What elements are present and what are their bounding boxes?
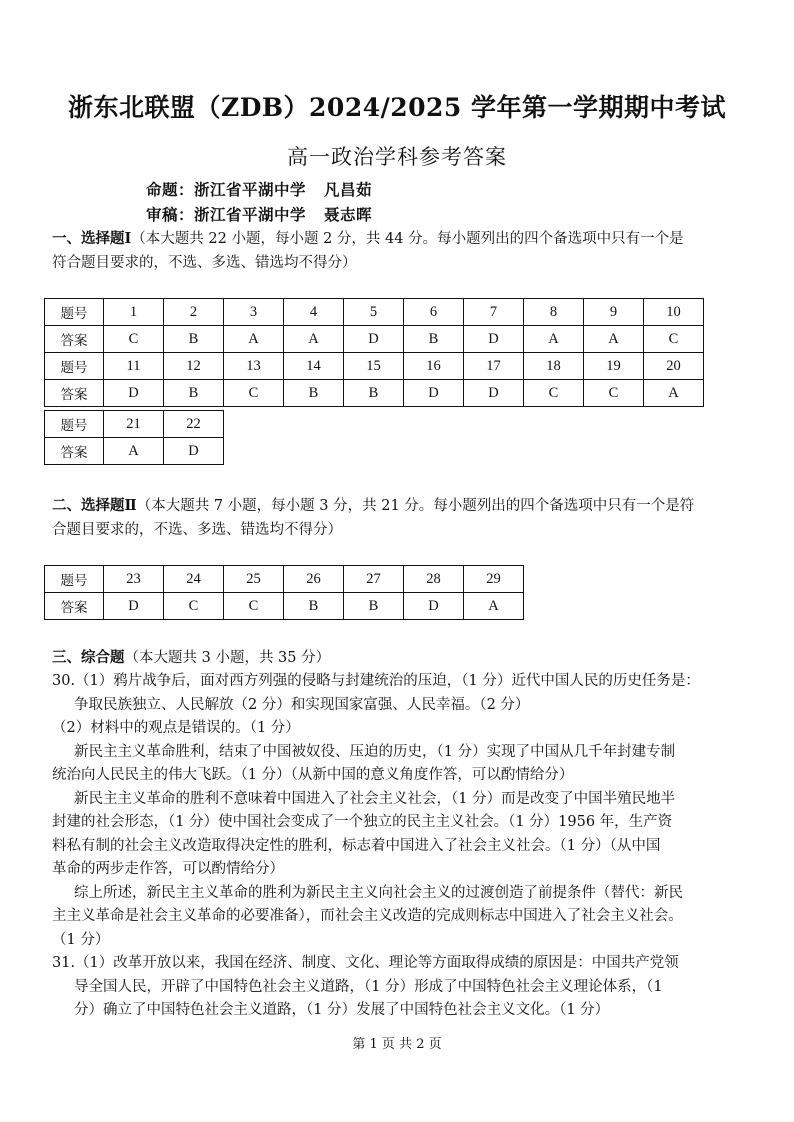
answer-line: 分）确立了中国特色社会主义道路，（1 分）发展了中国特色社会主义文化。（1 分） bbox=[74, 1002, 610, 1018]
section2-instructions: （本大题共 7 小题，每小题 3 分，共 21 分。每小题列出的四个备选项中只有一个是符 bbox=[136, 498, 695, 514]
table-row bbox=[45, 299, 704, 326]
row-label-question: 题号 bbox=[45, 566, 104, 593]
answer-line: 导全国人民，开辟了中国特色社会主义道路，（1 分）形成了中国特色社会主义理论体系，（1 bbox=[74, 978, 663, 995]
section3-title: 三、综合题 bbox=[52, 649, 125, 666]
question-number: 22 bbox=[164, 411, 224, 438]
section2-heading bbox=[52, 494, 752, 542]
question-number: 7 bbox=[464, 299, 524, 326]
section2-instructions-cont: 合题目要求的，不选、多选、错选均不得分） bbox=[52, 521, 342, 538]
answer-cell: D bbox=[464, 326, 524, 353]
answer-line: 综上所述，新民主主义革命的胜利为新民主主义向社会主义的过渡创造了前提条件（替代：新民 bbox=[74, 884, 683, 901]
question-number: 10 bbox=[644, 299, 704, 326]
question-number: 16 bbox=[404, 353, 464, 380]
page-footer: 第 1 页 共 2 页 bbox=[352, 1037, 442, 1052]
answer-line: 31.（1）改革开放以来，我国在经济、制度、文化、理论等方面取得成绩的原因是：中国共产党领 bbox=[52, 955, 679, 971]
section3-heading bbox=[52, 646, 752, 671]
answer-cell: A bbox=[524, 326, 584, 353]
section2-answer-table bbox=[44, 565, 524, 620]
row-label-answer: 答案 bbox=[45, 438, 104, 465]
answer-cell: B bbox=[344, 593, 404, 620]
answer-line: 封建的社会形态，（1 分）使中国社会变成了一个独立的民主主义社会。（1 分）1956 年，生产资 bbox=[52, 814, 673, 830]
answer-cell: B bbox=[404, 326, 464, 353]
question-number: 4 bbox=[284, 299, 344, 326]
answer-cell: A bbox=[644, 380, 704, 407]
answer-line: 革命的两步走作答，可以酌情给分） bbox=[52, 861, 284, 877]
table-row bbox=[45, 326, 704, 353]
question-number: 14 bbox=[284, 353, 344, 380]
section1-answer-table-tail bbox=[44, 410, 224, 465]
author-line bbox=[146, 178, 372, 200]
table-row bbox=[45, 353, 704, 380]
reviewer-label: 审稿：浙江省平湖中学 bbox=[146, 205, 307, 224]
answer-cell: B bbox=[164, 326, 224, 353]
answer-line: （2）材料中的观点是错误的。（1 分） bbox=[52, 720, 300, 736]
reviewer-line bbox=[146, 203, 372, 225]
question-number: 17 bbox=[464, 353, 524, 380]
table-row bbox=[45, 593, 524, 620]
answer-cell: B bbox=[164, 380, 224, 407]
question-number: 23 bbox=[104, 566, 164, 593]
row-label-question: 题号 bbox=[45, 353, 104, 380]
answer-cell: D bbox=[404, 593, 464, 620]
reviewer-name: 聂志晖 bbox=[324, 205, 373, 224]
answer-cell: C bbox=[104, 326, 164, 353]
question-number: 8 bbox=[524, 299, 584, 326]
answer-cell: D bbox=[104, 380, 164, 407]
question-number: 24 bbox=[164, 566, 224, 593]
document-title: 浙东北联盟（ZDB）2024/2025 学年第一学期期中考试 bbox=[67, 93, 727, 122]
answer-cell: A bbox=[464, 593, 524, 620]
answer-cell: B bbox=[344, 380, 404, 407]
question-number: 12 bbox=[164, 353, 224, 380]
question-number: 5 bbox=[344, 299, 404, 326]
section1-instructions-cont: 符合题目要求的，不选、多选、错选均不得分） bbox=[52, 254, 357, 271]
author-label: 命题：浙江省平湖中学 bbox=[146, 180, 307, 199]
row-label-answer: 答案 bbox=[45, 593, 104, 620]
document-subtitle: 高一政治学科参考答案 bbox=[287, 145, 507, 169]
answer-cell: D bbox=[464, 380, 524, 407]
section3-body bbox=[52, 670, 700, 1023]
answer-cell: D bbox=[164, 438, 224, 465]
question-number: 20 bbox=[644, 353, 704, 380]
section1-instructions: （本大题共 22 小题，每小题 2 分，共 44 分。每小题列出的四个备选项中只有一个是 bbox=[131, 231, 684, 247]
answer-cell: C bbox=[224, 380, 284, 407]
section1-title: 一、选择题Ⅰ bbox=[52, 230, 132, 247]
question-number: 19 bbox=[584, 353, 644, 380]
question-number: 6 bbox=[404, 299, 464, 326]
question-number: 27 bbox=[344, 566, 404, 593]
question-number: 15 bbox=[344, 353, 404, 380]
answer-cell: A bbox=[284, 326, 344, 353]
table-row bbox=[45, 438, 224, 465]
question-number: 21 bbox=[104, 411, 164, 438]
section1-heading bbox=[52, 227, 752, 275]
answer-cell: C bbox=[524, 380, 584, 407]
section1-answer-table bbox=[44, 298, 704, 407]
question-number: 9 bbox=[584, 299, 644, 326]
answer-cell: D bbox=[104, 593, 164, 620]
question-number: 29 bbox=[464, 566, 524, 593]
answer-line: 争取民族独立、人民解放（2 分）和实现国家富强、人民幸福。（2 分） bbox=[74, 696, 530, 713]
question-number: 3 bbox=[224, 299, 284, 326]
answer-line: 统治向人民民主的伟大飞跃。（1 分）（从新中国的意义角度作答，可以酌情给分） bbox=[52, 767, 574, 783]
answer-cell: D bbox=[404, 380, 464, 407]
answer-line: 新民主主义革命的胜利不意味着中国进入了社会主义社会，（1 分）而是改变了中国半殖民地半 bbox=[74, 790, 676, 807]
section3-instructions: （本大题共 3 小题，共 35 分） bbox=[124, 650, 331, 666]
question-number: 18 bbox=[524, 353, 584, 380]
question-number: 28 bbox=[404, 566, 464, 593]
section2-title: 二、选择题Ⅱ bbox=[52, 497, 137, 514]
answer-cell: D bbox=[344, 326, 404, 353]
answer-line: 主主义革命是社会主义革命的必要准备），而社会主义改造的完成则标志中国进入了社会主义社会。 bbox=[52, 908, 683, 924]
row-label-answer: 答案 bbox=[45, 380, 104, 407]
row-label-question: 题号 bbox=[45, 411, 104, 438]
answer-cell: C bbox=[584, 380, 644, 407]
question-number: 13 bbox=[224, 353, 284, 380]
table-row bbox=[45, 411, 224, 438]
answer-cell: A bbox=[584, 326, 644, 353]
answer-cell: C bbox=[164, 593, 224, 620]
answer-cell: C bbox=[644, 326, 704, 353]
row-label-question: 题号 bbox=[45, 299, 104, 326]
row-label-answer: 答案 bbox=[45, 326, 104, 353]
answer-line: （1 分） bbox=[52, 931, 110, 948]
answer-cell: B bbox=[284, 380, 344, 407]
answer-cell: B bbox=[284, 593, 344, 620]
table-row bbox=[45, 566, 524, 593]
question-number: 2 bbox=[164, 299, 224, 326]
answer-cell: C bbox=[224, 593, 284, 620]
author-name: 凡昌茹 bbox=[324, 180, 373, 199]
answer-line: 30.（1）鸦片战争后，面对西方列强的侵略与封建统治的压迫，（1 分）近代中国人民的历史任务是： bbox=[52, 673, 700, 689]
question-number: 11 bbox=[104, 353, 164, 380]
answer-line: 料私有制的社会主义改造取得决定性的胜利，标志着中国进入了社会主义社会。（1 分）（从中国 bbox=[52, 837, 661, 854]
question-number: 1 bbox=[104, 299, 164, 326]
table-row bbox=[45, 380, 704, 407]
answer-cell: A bbox=[104, 438, 164, 465]
question-number: 25 bbox=[224, 566, 284, 593]
question-number: 26 bbox=[284, 566, 344, 593]
answer-line: 新民主主义革命胜利，结束了中国被奴役、压迫的历史，（1 分）实现了中国从几千年封建专制 bbox=[74, 743, 676, 760]
answer-cell: A bbox=[224, 326, 284, 353]
